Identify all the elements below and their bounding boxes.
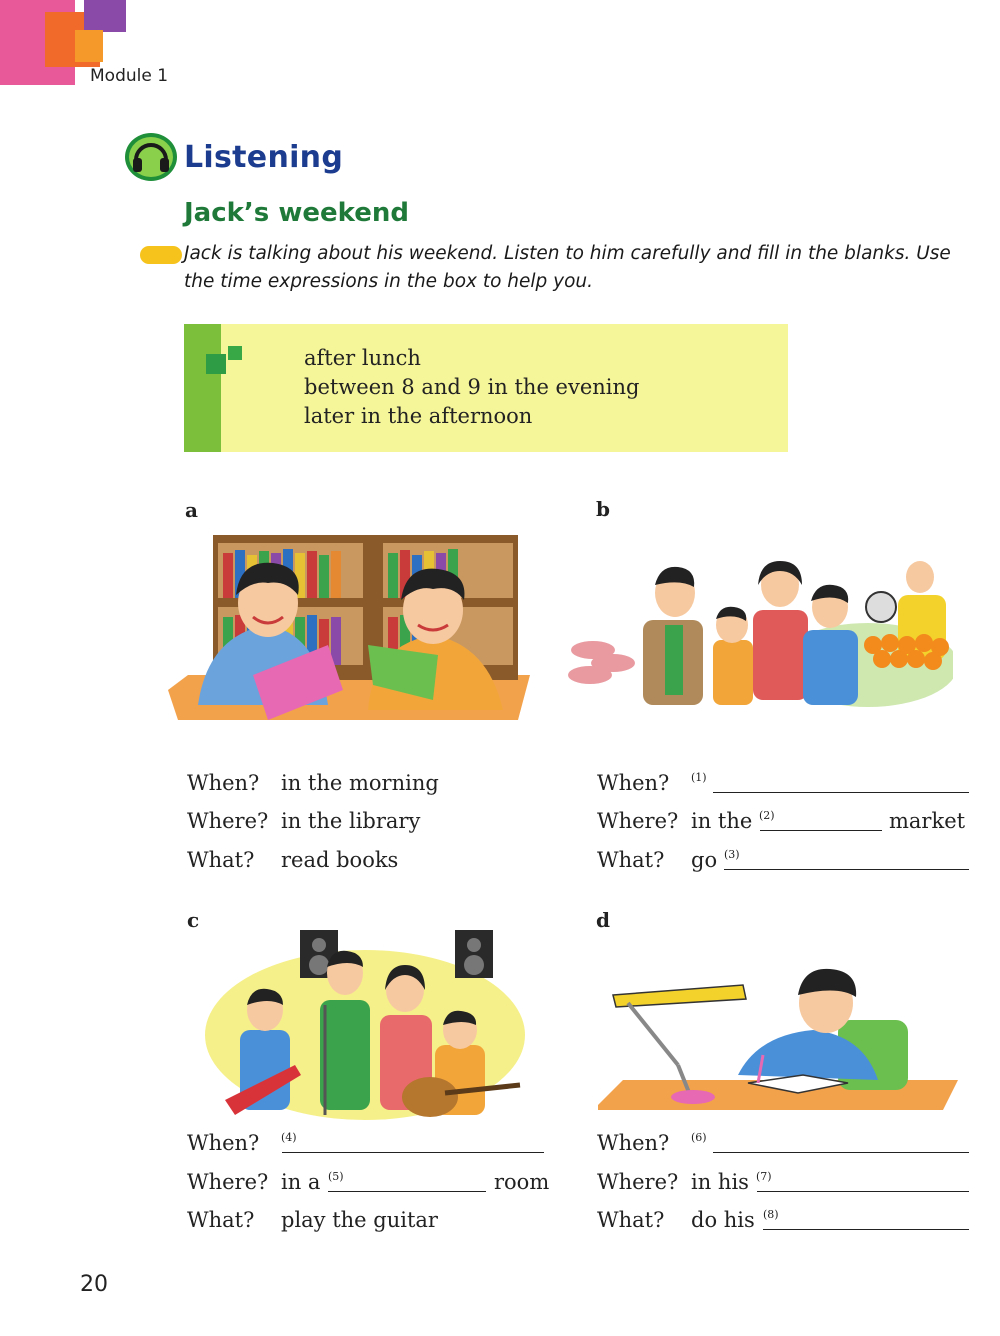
where-suffix: market (889, 809, 966, 833)
box-accent-square (206, 354, 226, 374)
when-label: When? (187, 1131, 260, 1155)
what-label: What? (597, 1208, 665, 1232)
blank-number: (6) (691, 1131, 707, 1144)
what-prefix: do his (691, 1208, 755, 1232)
where-label: Where? (597, 1170, 679, 1194)
module-label: Module 1 (90, 66, 169, 86)
where-value: in the library (281, 809, 421, 833)
answer-blank-1[interactable] (713, 771, 969, 793)
panel-a-letter: a (185, 498, 198, 522)
answer-blank-2[interactable] (760, 809, 882, 831)
answer-blank-6[interactable] (713, 1131, 969, 1153)
blank-number: (1) (691, 771, 707, 784)
blank-number: (8) (763, 1208, 779, 1221)
time-expression-item: after lunch (304, 346, 421, 370)
market-family-illustration (568, 555, 953, 715)
where-suffix: room (494, 1170, 550, 1194)
what-label: What? (187, 848, 255, 872)
blank-number: (4) (281, 1131, 297, 1144)
panel-c-letter: c (187, 908, 200, 932)
where-label: Where? (187, 1170, 269, 1194)
where-label: Where? (597, 809, 679, 833)
what-label: What? (187, 1208, 255, 1232)
panel-d-letter: d (596, 908, 610, 932)
when-label: When? (597, 771, 670, 795)
subtitle: Jack’s weekend (184, 198, 409, 228)
section-title: Listening (184, 140, 344, 175)
blank-number: (3) (724, 848, 740, 861)
when-value: in the morning (281, 771, 439, 795)
panel-b-letter: b (596, 497, 610, 521)
what-prefix: go (691, 848, 718, 872)
homework-desk-illustration (598, 965, 958, 1115)
time-expressions-list (304, 344, 640, 431)
box-accent-square-small (228, 346, 242, 360)
blank-number: (5) (328, 1170, 344, 1183)
purple-square (84, 0, 126, 32)
where-prefix: in the (691, 809, 753, 833)
time-expressions-box (184, 324, 788, 452)
when-label: When? (597, 1131, 670, 1155)
blank-number: (2) (759, 809, 775, 822)
where-label: Where? (187, 809, 269, 833)
library-reading-illustration (168, 525, 530, 725)
time-expression-item: later in the afternoon (304, 404, 533, 428)
headphones-icon (124, 132, 178, 182)
answer-blank-3[interactable] (724, 848, 969, 870)
answer-blank-4[interactable] (282, 1131, 544, 1153)
music-room-band-illustration (205, 925, 525, 1120)
what-label: What? (597, 848, 665, 872)
when-label: When? (187, 771, 260, 795)
answer-blank-5[interactable] (328, 1170, 486, 1192)
where-prefix: in his (691, 1170, 749, 1194)
page-number: 20 (80, 1272, 108, 1297)
what-value: read books (281, 848, 399, 872)
box-accent-bar (184, 324, 221, 452)
instructions: Jack is talking about his weekend. Listen to him carefully and fill in the blanks. Use the time expressions in the box to help you. (184, 243, 951, 292)
time-expression-item: between 8 and 9 in the evening (304, 375, 640, 399)
instruction-marker (140, 246, 182, 264)
answer-blank-8[interactable] (763, 1208, 969, 1230)
amber-square (75, 30, 103, 62)
blank-number: (7) (756, 1170, 772, 1183)
where-prefix: in a (281, 1170, 321, 1194)
answer-blank-7[interactable] (757, 1170, 969, 1192)
what-value: play the guitar (281, 1208, 438, 1232)
